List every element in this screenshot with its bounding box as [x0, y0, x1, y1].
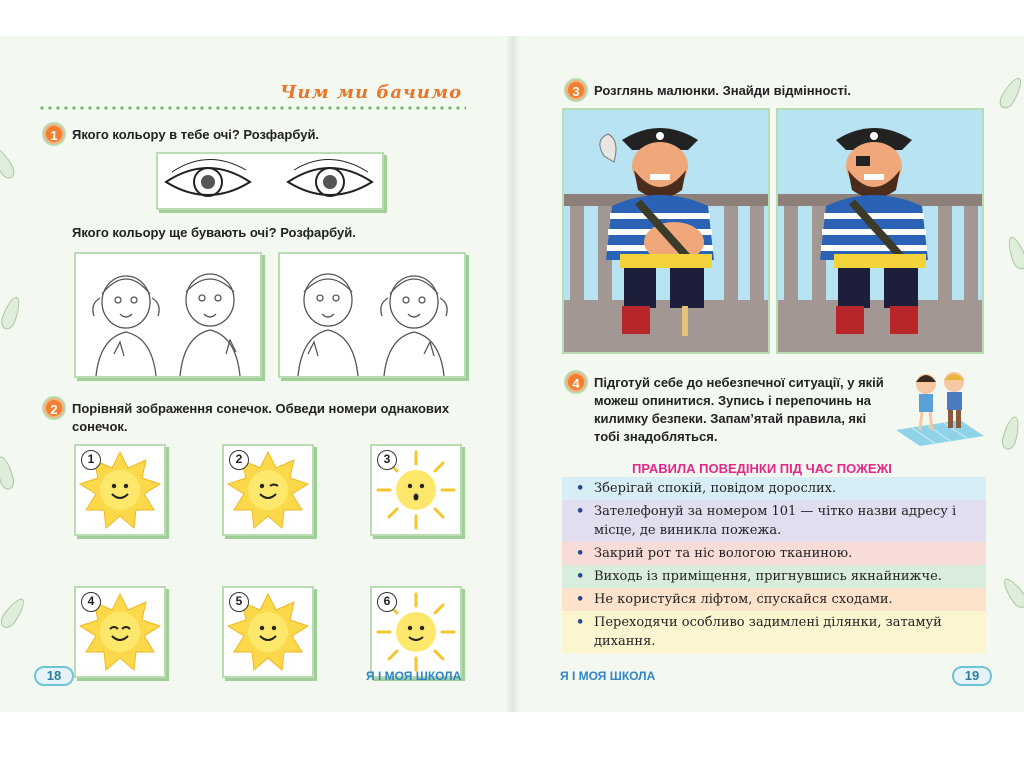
- rules-title: ПРАВИЛА ПОВЕДІНКИ ПІД ЧАС ПОЖЕЖІ: [632, 461, 892, 476]
- task-number-badge: 1: [44, 124, 64, 144]
- book-gutter: [506, 36, 520, 712]
- sun-card-2[interactable]: [222, 444, 314, 536]
- sun-card-1[interactable]: [74, 444, 166, 536]
- task-number-badge: 4: [566, 372, 586, 392]
- pirate-picture-2[interactable]: [776, 108, 984, 354]
- task3-text: Розглянь малюнки. Знайди відмінності.: [594, 83, 852, 98]
- sun-card-5[interactable]: [222, 586, 314, 678]
- sun-card-4[interactable]: [74, 586, 166, 678]
- rule-text: Закрий рот та ніс вологою тканиною.: [594, 546, 853, 561]
- kids-drawing-icon: [280, 254, 464, 376]
- sun-number[interactable]: 2: [229, 450, 249, 470]
- bullet-icon: •: [576, 569, 585, 584]
- bullet-icon: •: [576, 504, 585, 519]
- footer-left: Я І МОЯ ШКОЛА: [366, 669, 462, 683]
- children-icon: [890, 366, 986, 446]
- rule-item: [562, 588, 986, 611]
- rule-text: Не користуйся ліфтом, спускайся сходами.: [594, 592, 893, 607]
- eyes-picture[interactable]: [156, 152, 384, 210]
- task-number-badge: 3: [566, 80, 586, 100]
- rule-item: [562, 500, 986, 542]
- pirate-icon: [778, 110, 982, 352]
- kids-picture-left[interactable]: [74, 252, 262, 378]
- bullet-icon: •: [576, 546, 585, 561]
- rule-text: Зателефонуй за номером 101 — чітко назви адресу і місце, де виникла пожежа.: [594, 504, 957, 538]
- dotted-divider: [38, 106, 466, 110]
- bullet-icon: •: [576, 592, 585, 607]
- rule-item: [562, 611, 986, 653]
- sun-card-3[interactable]: [370, 444, 462, 536]
- rule-item: [562, 565, 986, 588]
- bullet-icon: •: [576, 615, 585, 630]
- rule-item: [562, 477, 986, 500]
- pirate-icon: [564, 110, 768, 352]
- page-number-left: 18: [34, 666, 74, 686]
- sun-number[interactable]: 1: [81, 450, 101, 470]
- rule-text: Виходь із приміщення, пригнувшись якнайнижче.: [594, 569, 942, 584]
- rule-item: [562, 542, 986, 565]
- bullet-icon: •: [576, 481, 585, 496]
- rule-text: Зберігай спокій, повідом дорослих.: [594, 481, 837, 496]
- kids-on-safety-mat: [890, 366, 986, 446]
- page-number-right: 19: [952, 666, 992, 686]
- task1-text: Якого кольору в тебе очі? Розфарбуй.: [72, 127, 320, 142]
- task2-text: Порівняй зображення сонечок. Обведи номери однакових сонечок.: [72, 401, 450, 434]
- task-number-badge: 2: [44, 398, 64, 418]
- kids-picture-right[interactable]: [278, 252, 466, 378]
- textbook-spread: [0, 36, 1024, 712]
- page-title: Чим ми бачимо: [280, 82, 463, 103]
- fire-safety-rules: [562, 477, 986, 653]
- sun-number[interactable]: 6: [377, 592, 397, 612]
- rule-text: Переходячи особливо задимлені ділянки, затамуй дихання.: [594, 615, 942, 649]
- sun-number[interactable]: 3: [377, 450, 397, 470]
- eyes-icon: [158, 154, 382, 208]
- sun-number[interactable]: 5: [229, 592, 249, 612]
- pirate-picture-1[interactable]: [562, 108, 770, 354]
- task1-subtext: Якого кольору ще бувають очі? Розфарбуй.: [72, 225, 356, 240]
- kids-drawing-icon: [76, 254, 260, 376]
- task4-text: Підготуй себе до небезпечної ситуації, у якій можеш опинитися. Зупись і перепочинь на килимку безпеки. Запам’ятай правила, які тобі знадобляться.: [594, 375, 884, 444]
- sun-card-6[interactable]: [370, 586, 462, 678]
- sun-number[interactable]: 4: [81, 592, 101, 612]
- footer-right: Я І МОЯ ШКОЛА: [560, 669, 656, 683]
